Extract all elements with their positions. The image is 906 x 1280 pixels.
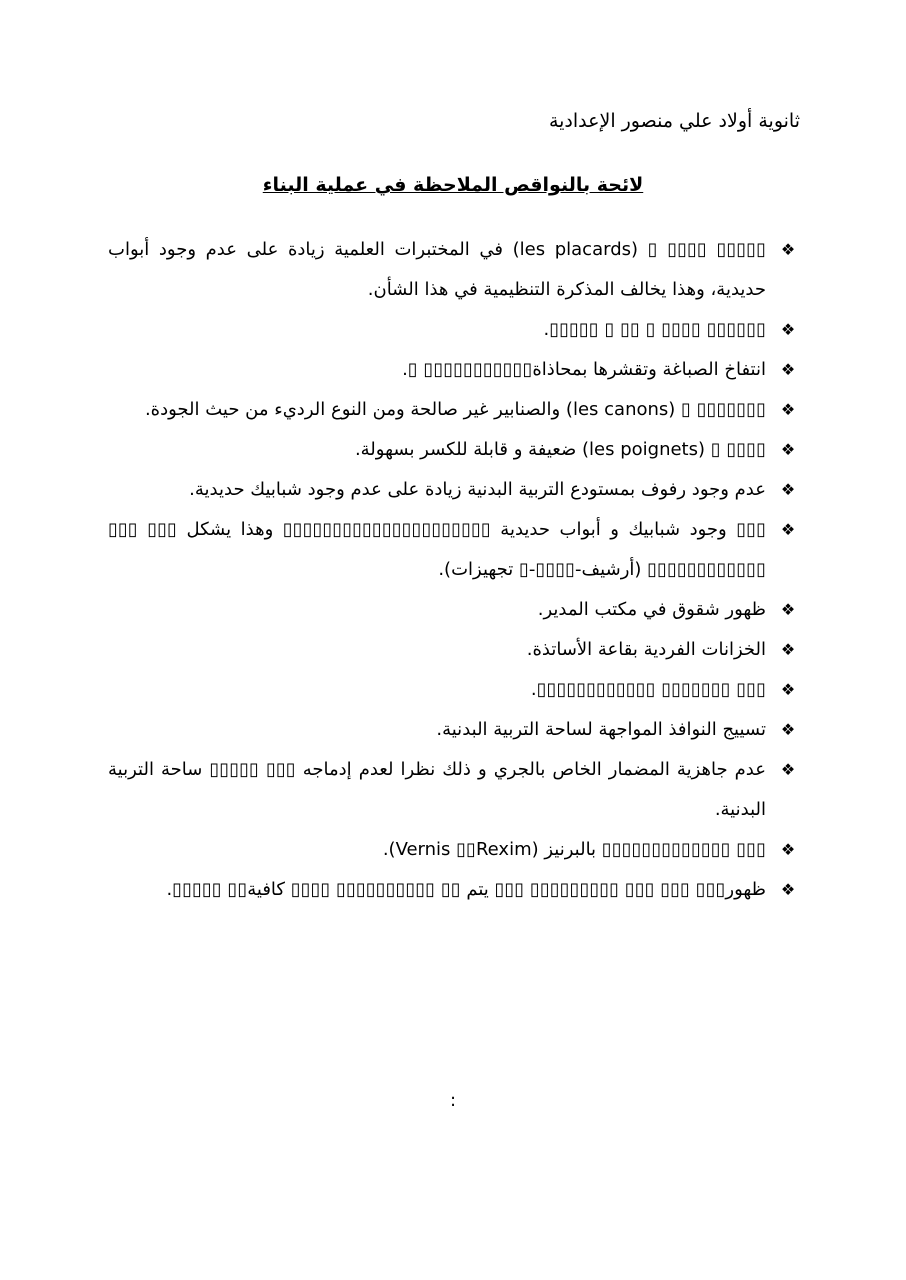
diamond-bullet-icon: ❖ xyxy=(780,400,796,419)
list-item xyxy=(108,510,800,590)
list-item xyxy=(108,630,800,670)
list-item xyxy=(108,830,800,870)
list-item xyxy=(108,750,800,830)
diamond-bullet-icon: ❖ xyxy=(780,760,796,779)
list-item-text: ▯▯▯▯▯▯▯ ▯ (les canons) والصنابير غير صالحة ومن النوع الرديء من حيث الجودة. xyxy=(144,399,766,420)
list-item-text: ▯▯▯ ▯▯▯▯▯▯▯▯▯▯▯▯▯ بالبرنيز (Vernis ▯▯Rexim). xyxy=(382,839,766,860)
list-item xyxy=(108,390,800,430)
diamond-bullet-icon: ❖ xyxy=(780,720,796,739)
diamond-bullet-icon: ❖ xyxy=(780,240,796,259)
list-item-text: ظهور شقوق في مكتب المدير. xyxy=(537,599,766,620)
diamond-bullet-icon: ❖ xyxy=(780,360,796,379)
list-item-text: انتفاخ الصباغة وتقشرها بمحاذاة▯▯▯▯▯▯▯▯▯▯▯ ▯. xyxy=(402,359,766,380)
list-item-text: ظهور▯▯▯ ▯▯▯ ▯▯▯ ▯▯▯▯▯▯▯▯▯ ▯▯▯ يتم ▯▯ ▯▯▯▯▯▯▯▯▯▯ ▯▯▯▯ كافية▯▯ ▯▯▯▯▯. xyxy=(166,879,766,900)
list-item xyxy=(108,710,800,750)
diamond-bullet-icon: ❖ xyxy=(780,640,796,659)
diamond-bullet-icon: ❖ xyxy=(780,480,796,499)
deficiency-list xyxy=(108,230,800,910)
list-item-text: ▯▯▯ ▯▯▯▯▯▯▯ ▯▯▯▯▯▯▯▯▯▯▯▯. xyxy=(530,679,766,700)
list-item-text: عدم وجود رفوف بمستودع التربية البدنية زيادة على عدم وجود شبابيك حديدية. xyxy=(189,479,766,500)
diamond-bullet-icon: ❖ xyxy=(780,600,796,619)
list-item-text: عدم جاهزية المضمار الخاص بالجري و ذلك نظرا لعدم إدماجه ▯▯▯ ▯▯▯▯▯ ساحة التربية البدنية. xyxy=(108,759,766,820)
list-item xyxy=(108,430,800,470)
diamond-bullet-icon: ❖ xyxy=(780,440,796,459)
diamond-bullet-icon: ❖ xyxy=(780,840,796,859)
list-item xyxy=(108,350,800,390)
list-item-text: تسييج النوافذ المواجهة لساحة التربية البدنية. xyxy=(436,719,766,740)
list-item xyxy=(108,470,800,510)
diamond-bullet-icon: ❖ xyxy=(780,680,796,699)
list-item-text: ▯▯▯ وجود شبابيك و أبواب حديدية ▯▯▯▯▯▯▯▯▯▯▯▯▯▯▯▯▯▯▯▯▯ وهذا يشكل ▯▯▯ ▯▯▯ ▯▯▯▯▯▯▯▯▯▯▯▯ (أرشيف-▯▯▯▯-▯ تجهيزات). xyxy=(108,519,766,580)
list-item xyxy=(108,230,800,310)
diamond-bullet-icon: ❖ xyxy=(780,520,796,539)
list-item-text: ▯▯▯▯▯▯ ▯▯▯▯ ▯ ▯▯ ▯ ▯▯▯▯▯. xyxy=(543,319,766,340)
document-title: لائحة بالنواقص الملاحظة في عملية البناء xyxy=(262,174,644,196)
list-item xyxy=(108,870,800,910)
list-item xyxy=(108,310,800,350)
school-name: ثانوية أولاد علي منصور الإعدادية xyxy=(548,110,800,132)
list-item xyxy=(108,590,800,630)
list-item xyxy=(108,670,800,710)
list-item-text: ▯▯▯▯▯ ▯▯▯▯ ▯ (les placards) في المختبرات العلمية زيادة على عدم وجود أبواب حديدية، وهذا يخالف المذكرة التنظيمية في هذا الشأن. xyxy=(108,239,766,300)
list-item-text: الخزانات الفردية بقاعة الأساتذة. xyxy=(526,639,766,660)
trailing-mark: : xyxy=(449,1090,457,1111)
list-item-text: ▯▯▯▯ ▯ (les poignets) ضعيفة و قابلة للكسر بسهولة. xyxy=(354,439,766,460)
diamond-bullet-icon: ❖ xyxy=(780,320,796,339)
diamond-bullet-icon: ❖ xyxy=(780,880,796,899)
